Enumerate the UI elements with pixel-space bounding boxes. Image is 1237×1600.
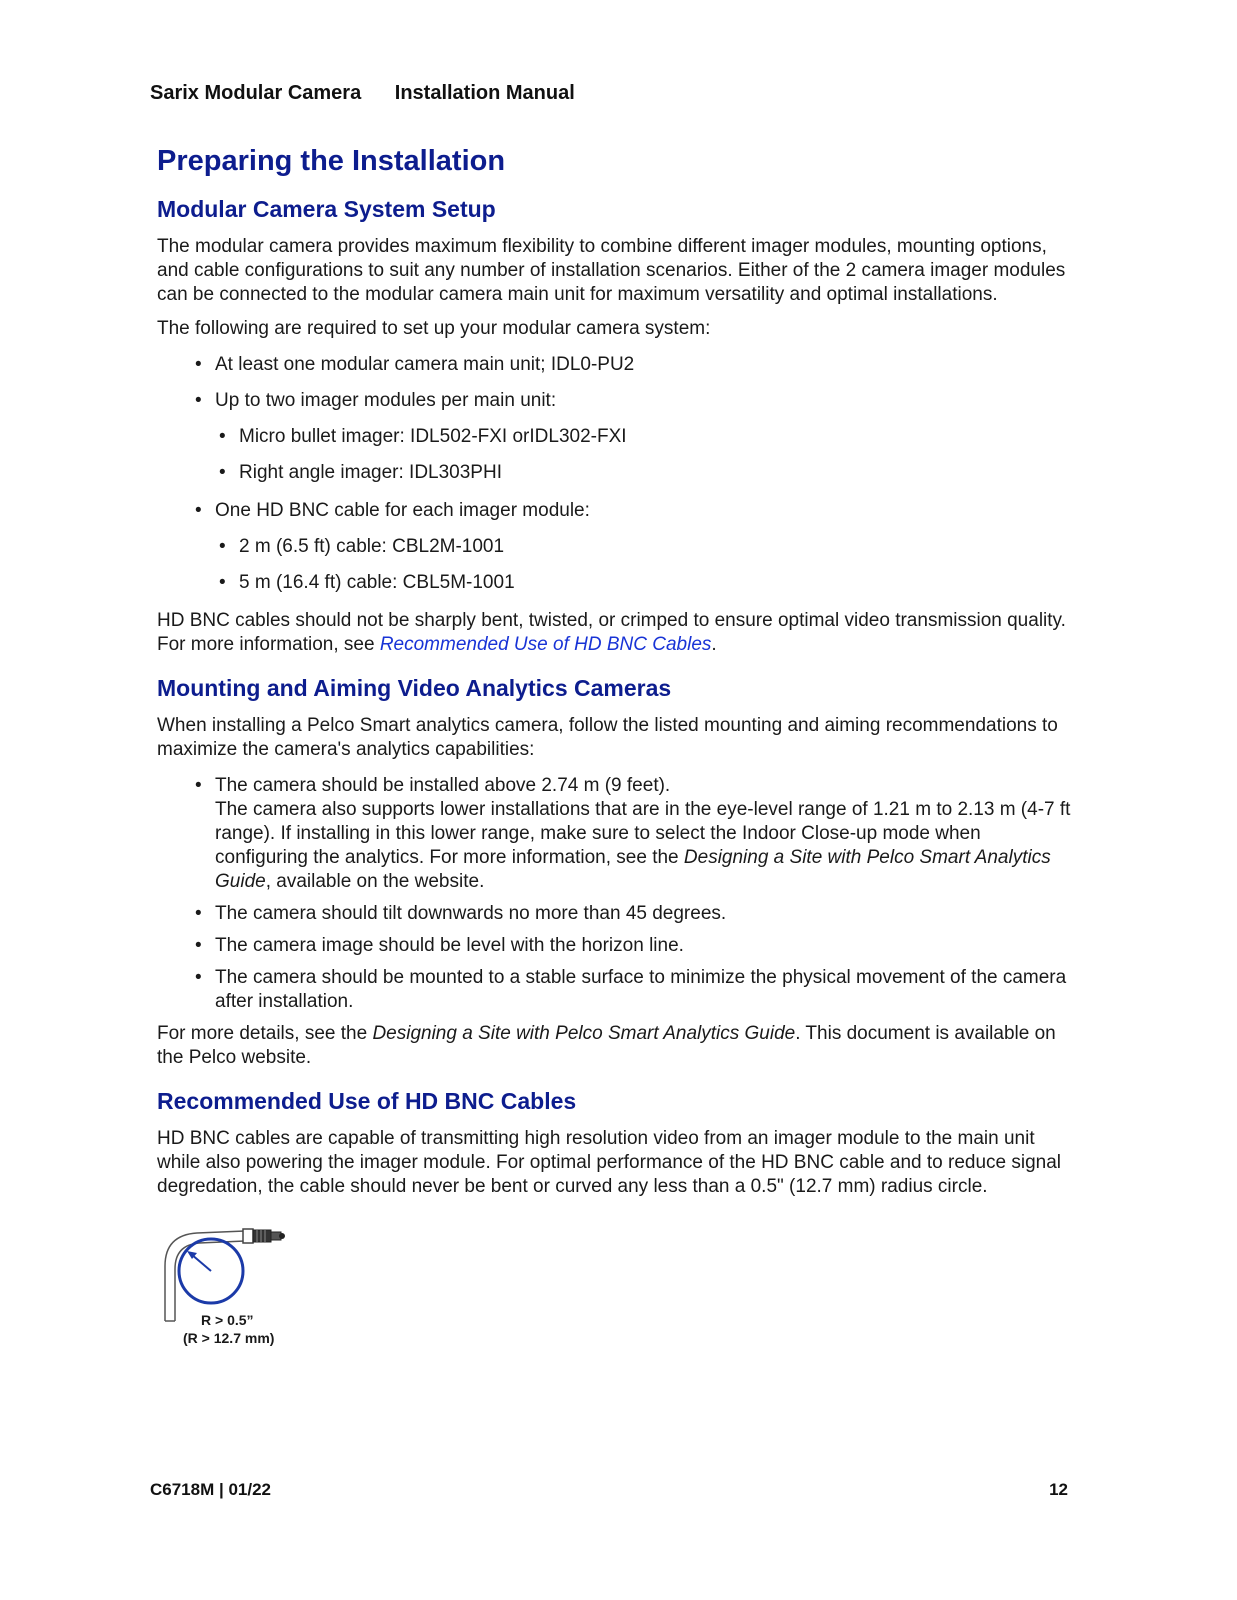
- heading-system-setup: Modular Camera System Setup: [157, 196, 496, 222]
- imager-sublist: [215, 425, 1072, 485]
- list-item: • At least one modular camera main unit; IDL0-PU2: [215, 353, 1072, 377]
- list-item: • The camera should be installed above 2.74 m (9 feet). The camera also supports lower installations that are in the eye-level range of 1.21 m to 2.13 m (4-7 ft range). If installing in this lower range, make sure to select the Indoor Close-up mode when configuring the analytics. For more information, see the Designing a Site with Pelco Smart Analytics Guide, available on the website.: [215, 774, 1072, 894]
- page-footer: [150, 1480, 1068, 1500]
- mounting-details: For more details, see the Designing a Site with Pelco Smart Analytics Guide. This document is available on the Pelco website.: [157, 1023, 1056, 1068]
- main-content: [157, 145, 1072, 1351]
- list-item: • The camera should tilt downwards no more than 45 degrees.: [215, 902, 1072, 926]
- footer-doc-id: C6718M | 01/22: [150, 1480, 272, 1499]
- setup-intro: The modular camera provides maximum flexibility to combine different imager modules, mounting options, and cable configurations to suit any number of installation scenarios. Either of the 2 camera imager modules can be connected to the modular camera main unit for maximum versatility and optimal installations.: [157, 236, 1066, 305]
- cable-outline: [165, 1231, 245, 1321]
- setup-required-intro: The following are required to set up your modular camera system:: [157, 318, 711, 339]
- figure-label-inch: R > 0.5”: [201, 1312, 254, 1328]
- bnc-connector-icon: [243, 1229, 285, 1243]
- page-title: Preparing the Installation: [157, 145, 506, 177]
- footer-page-number: 12: [1049, 1480, 1068, 1499]
- list-item: • 2 m (6.5 ft) cable: CBL2M-1001: [239, 535, 1072, 559]
- list-item: • 5 m (16.4 ft) cable: CBL5M-1001: [239, 571, 1072, 595]
- page-header: [150, 82, 575, 105]
- list-item: • Micro bullet imager: IDL502-FXI orIDL302-FXI: [239, 425, 1072, 449]
- list-item: • Up to two imager modules per main unit: • Micro bullet imager: IDL502-FXI orIDL302-FXI • Right angle imager: IDL303PHI: [215, 389, 1072, 485]
- cable-sublist: [215, 535, 1072, 595]
- list-item: • The camera should be mounted to a stable surface to minimize the physical movement of the camera after installation.: [215, 966, 1072, 1014]
- mounting-list: [157, 774, 1072, 1014]
- heading-cables: Recommended Use of HD BNC Cables: [157, 1088, 577, 1114]
- setup-note: HD BNC cables should not be sharply bent, twisted, or crimped to ensure optimal video transmission quality. For more information, see Recommended Use of HD BNC Cables.: [157, 610, 1066, 655]
- list-item: • One HD BNC cable for each imager module: • 2 m (6.5 ft) cable: CBL2M-1001 • 5 m (16.4 ft) cable: CBL5M-1001: [215, 499, 1072, 595]
- heading-mounting: Mounting and Aiming Video Analytics Cameras: [157, 675, 672, 701]
- header-product: Sarix Modular Camera: [150, 82, 362, 104]
- link-recommended-cables[interactable]: Recommended Use of HD BNC Cables: [379, 634, 712, 655]
- list-item: • The camera image should be level with the horizon line.: [215, 934, 1072, 958]
- list-item: • Right angle imager: IDL303PHI: [239, 461, 1072, 485]
- header-doc-type: Installation Manual: [394, 82, 575, 104]
- cables-body: HD BNC cables are capable of transmitting high resolution video from an imager module to the main unit while also powering the imager module. For optimal performance of the HD BNC cable and to reduce signal degredation, the cable should never be bent or curved any less than a 0.5" (12.7 mm) radius circle.: [157, 1128, 1062, 1197]
- requirements-list: [157, 353, 1072, 595]
- figure-label-mm: (R > 12.7 mm): [183, 1330, 275, 1346]
- cable-bend-radius-figure: [157, 1221, 292, 1346]
- mounting-intro: When installing a Pelco Smart analytics camera, follow the listed mounting and aiming recommendations to maximize the camera's analytics capabilities:: [157, 715, 1058, 760]
